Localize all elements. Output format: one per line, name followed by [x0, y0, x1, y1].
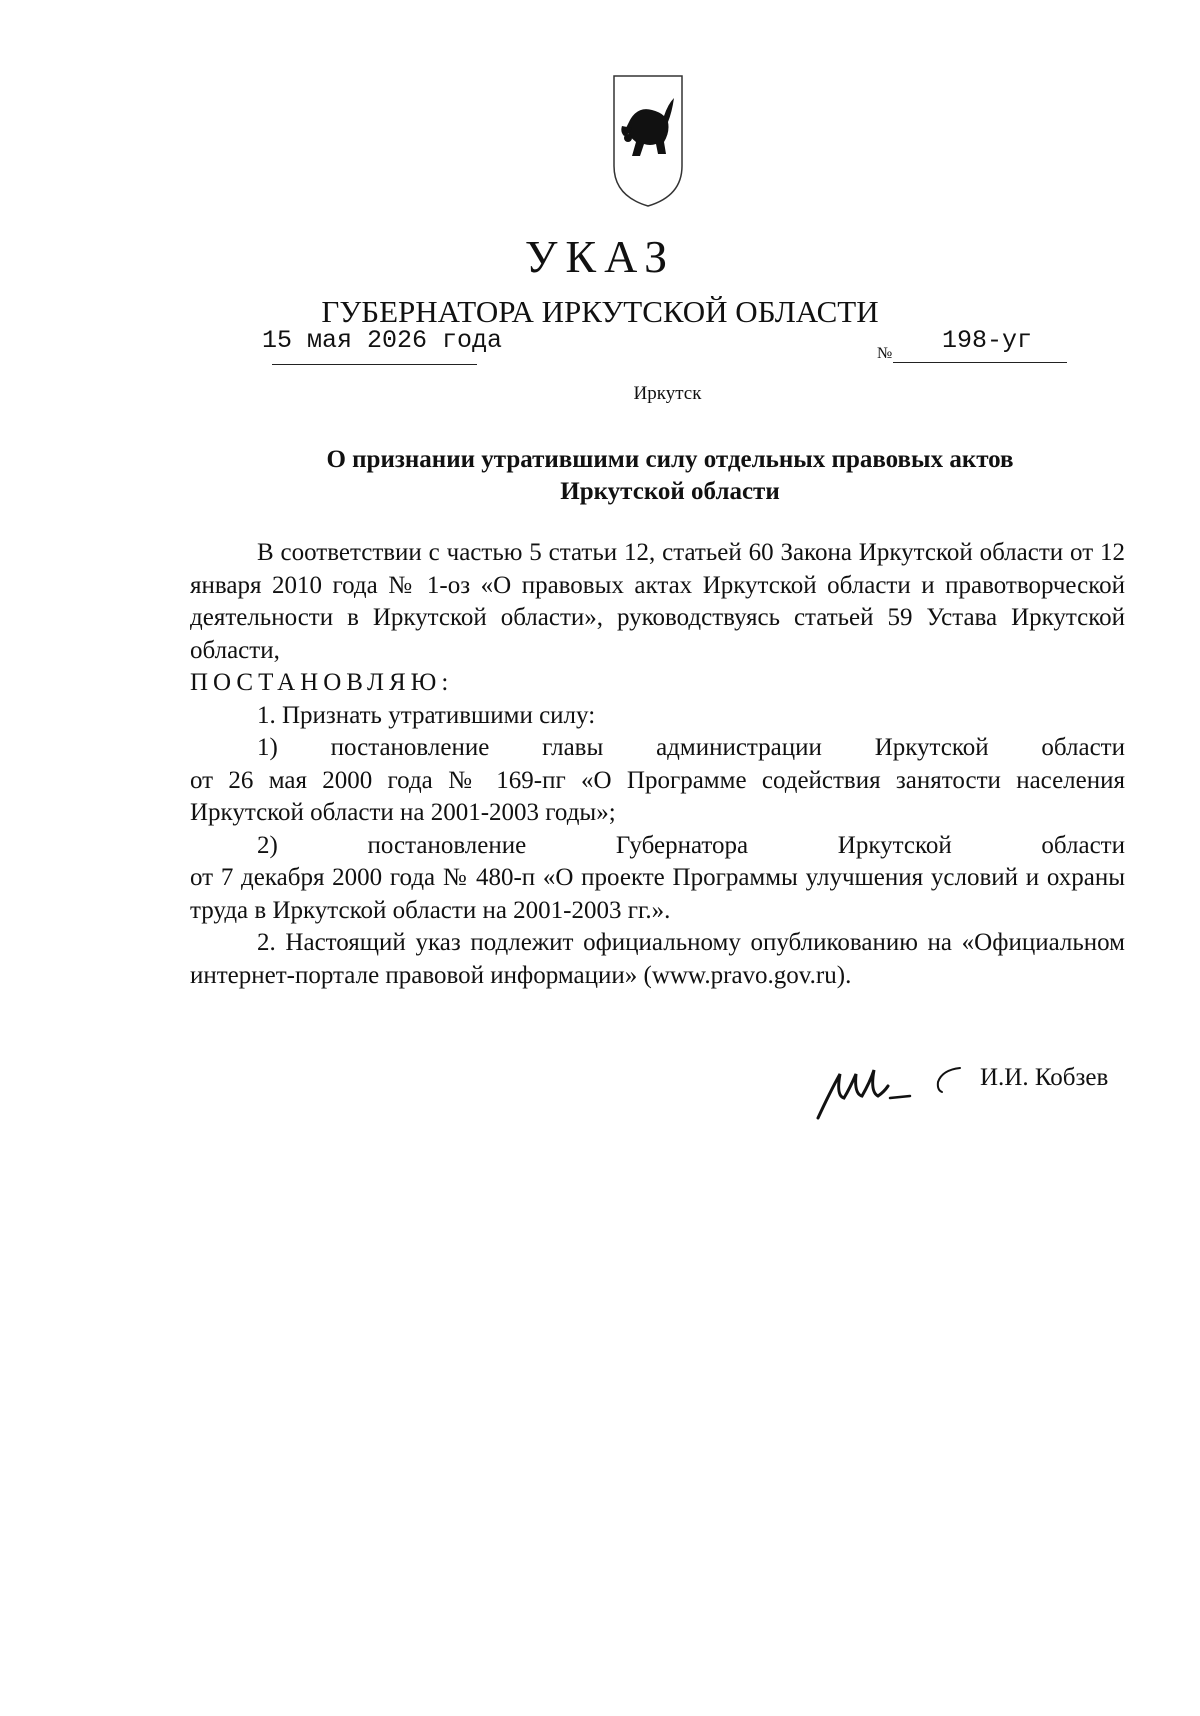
document-date: 15 мая 2026 года	[262, 326, 503, 355]
signer-name: И.И. Кобзев	[980, 1064, 1109, 1091]
document-heading	[190, 444, 1150, 508]
subitem-2-rest: от 7 декабря 2000 года № 480-п «О проекте Программы улучшения условий и охраны труда в Иркутской области на 2001-2003 гг.».	[190, 864, 1125, 924]
document-city: Иркутск	[633, 383, 702, 404]
subitem-2-first-line: 2) постановление Губернатора Иркутской области	[257, 831, 1125, 859]
date-underline	[272, 364, 477, 365]
item-2: 2. Настоящий указ подлежит официальному опубликованию на «Официальном интернет-портале правовой информации» (www.pravo.gov.ru).	[190, 929, 1125, 989]
document-body	[190, 537, 1125, 992]
document-subtitle: ГУБЕРНАТОРА ИРКУТСКОЙ ОБЛАСТИ	[321, 294, 879, 329]
heading-line-2: Иркутской области	[560, 478, 780, 505]
number-underline	[893, 362, 1067, 363]
handwritten-signature-icon	[810, 1052, 970, 1132]
item-1: 1. Признать утратившими силу:	[257, 701, 596, 729]
document-title: УКАЗ	[524, 231, 676, 282]
document-number: 198-уг	[942, 326, 1033, 355]
decree-word: ПОСТАНОВЛЯЮ:	[190, 669, 454, 696]
number-sign: №	[877, 345, 893, 362]
subitem-1-first-line: 1) постановление главы администрации Иркутской области	[257, 734, 1125, 761]
heading-line-1: О признании утратившими силу отдельных правовых актов	[326, 446, 1014, 473]
preamble-paragraph: В соответствии с частью 5 статьи 12, статьей 60 Закона Иркутской области от 12 января 2010 года № 1-оз «О правовых актах Иркутской области и правотворческой деятельности в Иркутской области», руководствуясь статьей 59 Устава Иркутской области,	[190, 539, 1125, 664]
subitem-1-rest: от 26 мая 2000 года № 169-пг «О Программе содействия занятости населения Иркутской области на 2001-2003 годы»;	[190, 766, 1125, 826]
irkutsk-coat-of-arms-icon	[610, 70, 686, 210]
